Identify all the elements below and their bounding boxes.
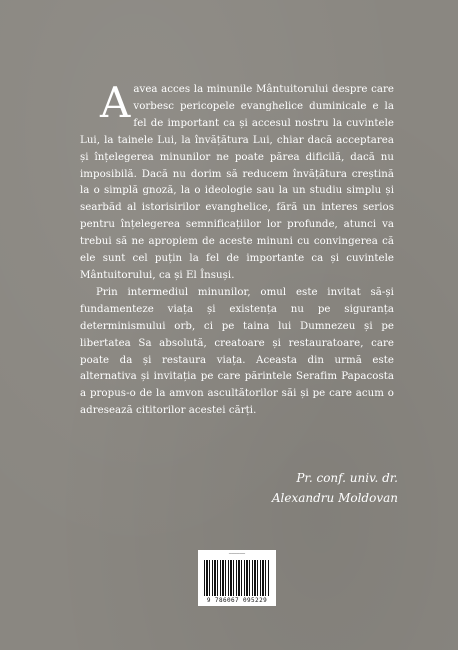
signature-name: Alexandru Moldovan — [271, 491, 398, 505]
barcode-top-lines: —————— — [228, 552, 246, 557]
barcode-digits: 9 786067 095229 — [206, 597, 268, 604]
paragraph-1 — [80, 78, 394, 285]
author-signature — [272, 468, 398, 508]
barcode-bars — [204, 560, 270, 596]
drop-cap: A — [100, 78, 131, 127]
signature-title: Pr. conf. univ. dr. — [296, 471, 398, 485]
paragraph-1-text: avea acces la minunile Mântuitorului despre care vorbesc pericopele evanghelice duminicale e la fel de important ca și accesul nostru la cuvintele Lui, la tainele Lui, la învățătura Lui, chiar dacă acceptarea și înțelegerea minunilor ne poate părea dificilă, dacă nu imposibilă. Dacă nu dorim să reducem învățătura creștină la o simplă gnoză, la o ideologie sau la un studiu simplu și searbăd al istorisirilor evanghelice, fără un interes serios pentru înțelegerea semnificațiilor lor profunde, atunci va trebui să ne apropiem de aceste minuni cu convingerea că ele sunt cel puțin la fel de importante ca și cuvintele Mântuitorului, ca și El Însuși. — [80, 84, 394, 281]
isbn-barcode — [198, 550, 276, 606]
blurb-text — [80, 78, 394, 420]
paragraph-2: Prin intermediul minunilor, omul este invitat să-și fundamenteze viața și existența nu pe siguranța determinismului orb, ci pe taina lui Dumnezeu și pe libertatea Sa absolută, creatoare și restauratoare, care poate da și restaura viața. Aceasta din urmă este alternativa și invitația pe care părintele Serafim Papacosta a propus-o de la amvon ascultătorilor săi și pe care acum o adresează cititorilor acestei cărți. — [80, 286, 394, 417]
